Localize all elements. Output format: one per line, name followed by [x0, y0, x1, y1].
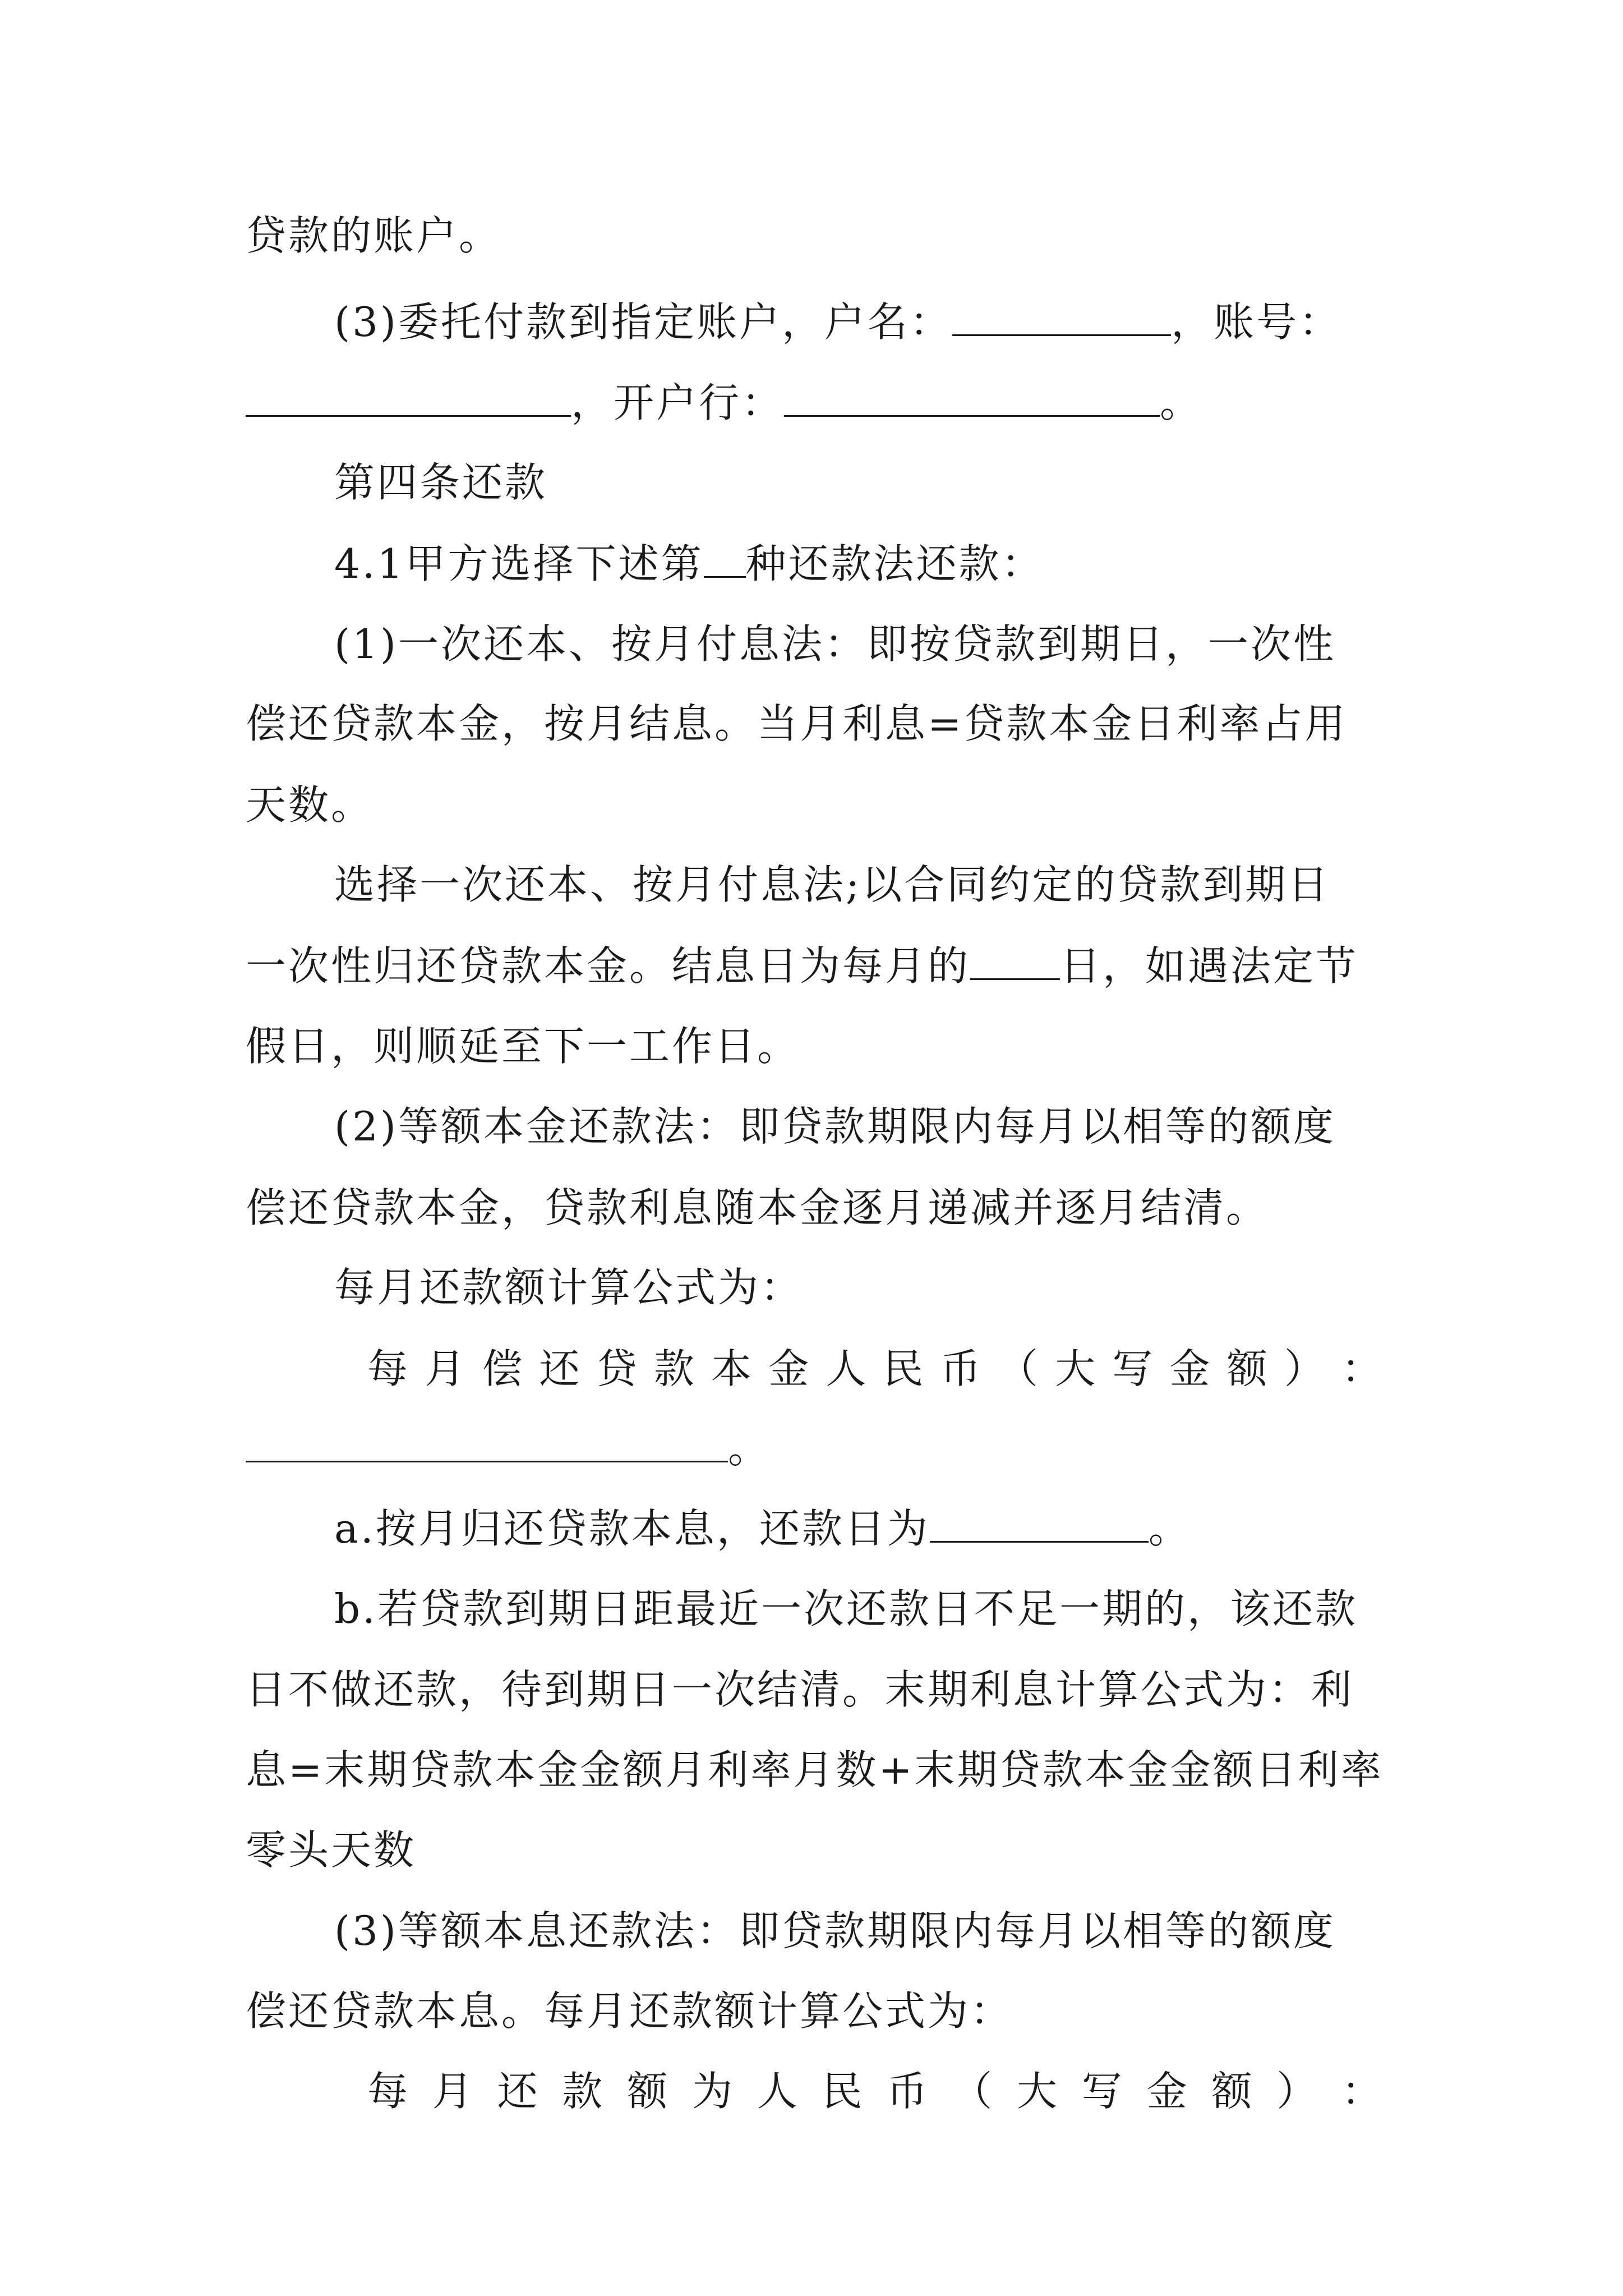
glyph: 款 — [653, 1345, 697, 1392]
text-line: 。 — [246, 1409, 1384, 1488]
fill-in-blank — [970, 939, 1060, 980]
fill-in-blank — [952, 295, 1171, 336]
glyph: 贷 — [596, 1345, 639, 1392]
glyph: 写 — [1112, 1345, 1155, 1392]
glyph: 每 — [367, 1345, 411, 1392]
text-line: 偿还贷款本金，按月结息。当月利息=贷款本金日利率占用 — [246, 700, 1348, 747]
text-line: 偿还贷款本息。每月还款额计算公式为： — [246, 1987, 1013, 2035]
text-line: 假日，则顺延至下一工作日。 — [246, 1023, 800, 1070]
glyph: 人 — [826, 1345, 869, 1392]
glyph: 为 — [691, 2068, 735, 2115]
glyph: 金 — [768, 1345, 811, 1392]
text-line: b.若贷款到期日距最近一次还款日不足一期的，该还款 — [334, 1585, 1358, 1632]
text-line: (1)一次还本、按月付息法：即按贷款到期日，一次性 — [334, 620, 1336, 668]
fill-in-blank — [784, 376, 1160, 417]
text-line: ，开户行： 。 — [246, 364, 1384, 442]
glyph: 月 — [432, 2068, 475, 2115]
text-line: 一次性归还贷款本金。结息日为每月的 日，如遇法定节 — [246, 927, 1384, 1005]
justified-text-line — [367, 1329, 1384, 1408]
text-line: 贷款的账户。 — [246, 212, 502, 259]
fill-in-blank — [930, 1502, 1149, 1543]
text-line: (2)等额本金还款法：即贷款期限内每月以相等的额度 — [334, 1103, 1336, 1150]
text-line: 偿还贷款本金，贷款利息随本金逐月递减并逐月结清。 — [246, 1184, 1269, 1231]
fill-in-blank — [704, 537, 746, 578]
glyph: 币 — [940, 1345, 983, 1392]
text-line: 选择一次还本、按月付息法;以合同约定的贷款到期日 — [334, 861, 1331, 908]
glyph: ） — [1276, 2068, 1320, 2115]
glyph: 每 — [367, 2068, 411, 2115]
glyph: 大 — [1016, 2068, 1059, 2115]
text-line: a.按月归还贷款本息，还款日为 。 — [334, 1489, 1384, 1568]
text-line: 息=末期贷款本金金额月利率月数+末期贷款本金金额日利率 — [246, 1746, 1384, 1793]
glyph: 民 — [883, 1345, 926, 1392]
fill-in-blank — [246, 1421, 728, 1462]
text-line: 4.1甲方选择下述第 种还款法还款： — [334, 524, 1384, 603]
text-line: 每月还款额计算公式为： — [334, 1264, 804, 1311]
glyph: 额 — [627, 2068, 670, 2115]
glyph: 民 — [822, 2068, 865, 2115]
text-line: 日不做还款，待到期日一次结清。末期利息计算公式为：利 — [246, 1666, 1354, 1713]
glyph: 偿 — [482, 1345, 525, 1392]
glyph: ） — [1284, 1345, 1327, 1392]
glyph: 额 — [1211, 2068, 1255, 2115]
justified-text-line — [367, 2052, 1384, 2131]
glyph: 还 — [497, 2068, 540, 2115]
text-line: (3)等额本息还款法：即贷款期限内每月以相等的额度 — [334, 1907, 1336, 1954]
text-line: (3)委托付款到指定账户，户名： ，账号： — [334, 283, 1384, 361]
section-heading: 第四条还款 — [334, 459, 548, 506]
glyph: ： — [1341, 2068, 1384, 2115]
glyph: 写 — [1081, 2068, 1124, 2115]
glyph: ： — [1341, 1345, 1384, 1392]
glyph: 还 — [539, 1345, 582, 1392]
glyph: 款 — [562, 2068, 605, 2115]
text-line: 天数。 — [246, 781, 374, 829]
glyph: 人 — [757, 2068, 800, 2115]
glyph: 币 — [887, 2068, 930, 2115]
fill-in-blank — [246, 376, 571, 417]
glyph: 本 — [711, 1345, 754, 1392]
glyph: （ — [952, 2068, 995, 2115]
glyph: （ — [997, 1345, 1040, 1392]
glyph: 金 — [1146, 2068, 1189, 2115]
glyph: 金 — [1169, 1345, 1212, 1392]
glyph: 月 — [425, 1345, 468, 1392]
glyph: 额 — [1227, 1345, 1270, 1392]
glyph: 大 — [1055, 1345, 1098, 1392]
text-line: 零头天数 — [246, 1826, 417, 1874]
